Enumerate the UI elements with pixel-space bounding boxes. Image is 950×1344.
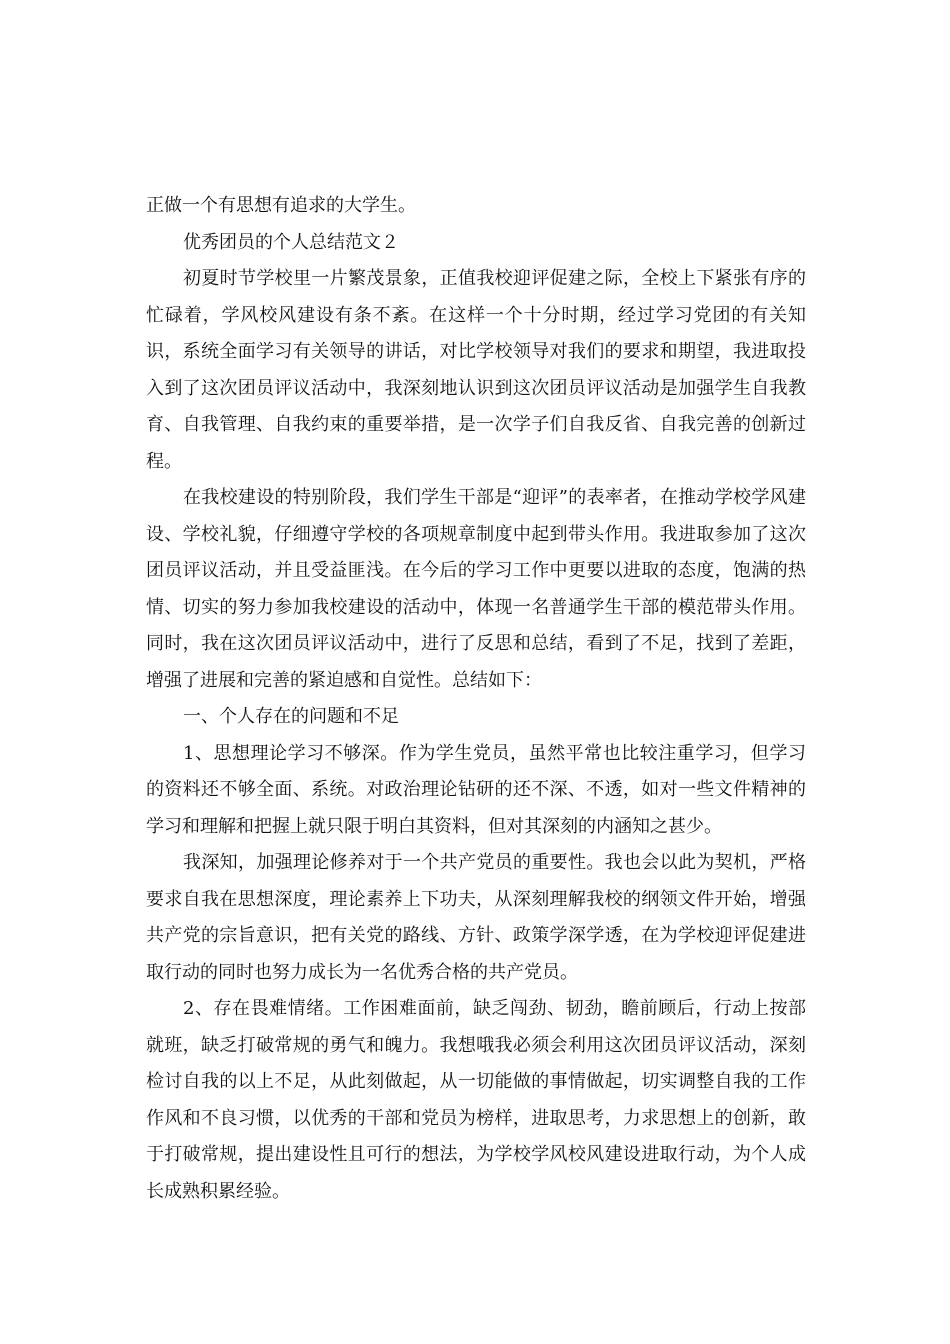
paragraph-intro: 初夏时节学校里一片繁茂景象，正值我校迎评促建之际，全校上下紧张有序的忙碌着，学风校风建设有条不紊。在这样一个十分时期，经过学习党团的有关知识，系统全面学习有关领导的讲话，对比学校领导对我们的要求和期望，我进取投入到了这次团员评议活动中，我深刻地认识到这次团员评议活动是加强学生自我教育、自我管理、自我约束的重要举措，是一次学子们自我反省、自我完善的创新过程。: [146, 268, 806, 472]
paragraph-theory-commitment: 我深知，加强理论修养对于一个共产党员的重要性。我也会以此为契机，严格要求自我在思想深度，理论素养上下功夫，从深刻理解我校的纲领文件开始，增强共产党的宗旨意识，把有关党的路线、方针、政策学深学透，在为学校迎评促建进取行动的同时也努力成长为一名优秀合格的共产党员。: [146, 852, 806, 983]
lead-line: 正做一个有思想有追求的大学生。: [146, 195, 416, 216]
section-heading: 优秀团员的个人总结范文２: [183, 231, 399, 253]
paragraph-fear-of-difficulty: 2、存在畏难情绪。工作困难面前，缺乏闯劲、韧劲，瞻前顾后，行动上按部就班，缺乏打破常规的勇气和魄力。我想哦我必须会利用这次团员评议活动，深刻检讨自我的以上不足，从此刻做起，从一切能做的事情做起，切实调整自我的工作作风和不良习惯，以优秀的干部和党员为榜样，进取思考，力求思想上的创新，敢于打破常规，提出建设性且可行的想法，为学校学风校风建设进取行动，为个人成长成熟积累经验。: [146, 998, 806, 1202]
paragraph-theory-study: 1、思想理论学习不够深。作为学生党员，虽然平常也比较注重学习，但学习的资料还不够全面、系统。对政治理论钻研的还不深、不透，如对一些文件精神的学习和理解和把握上就只限于明白其资料，但对其深刻的内涵知之甚少。: [146, 742, 806, 837]
paragraph-role: 在我校建设的特别阶段，我们学生干部是“迎评”的表率者，在推动学校学风建设、学校礼貌，仔细遵守学校的各项规章制度中起到带头作用。我进取参加了这次团员评议活动，并且受益匪浅。在今后的学习工作中更要以进取的态度，饱满的热情、切实的努力参加我校建设的活动中，体现一名普通学生干部的模范带头作用。同时，我在这次团员评议活动中，进行了反思和总结，看到了不足，找到了差距，增强了进展和完善的紧迫感和自觉性。总结如下：: [146, 487, 806, 691]
document-body: [146, 188, 806, 1210]
subheading-problems: 一、个人存在的问题和不足: [183, 706, 399, 727]
